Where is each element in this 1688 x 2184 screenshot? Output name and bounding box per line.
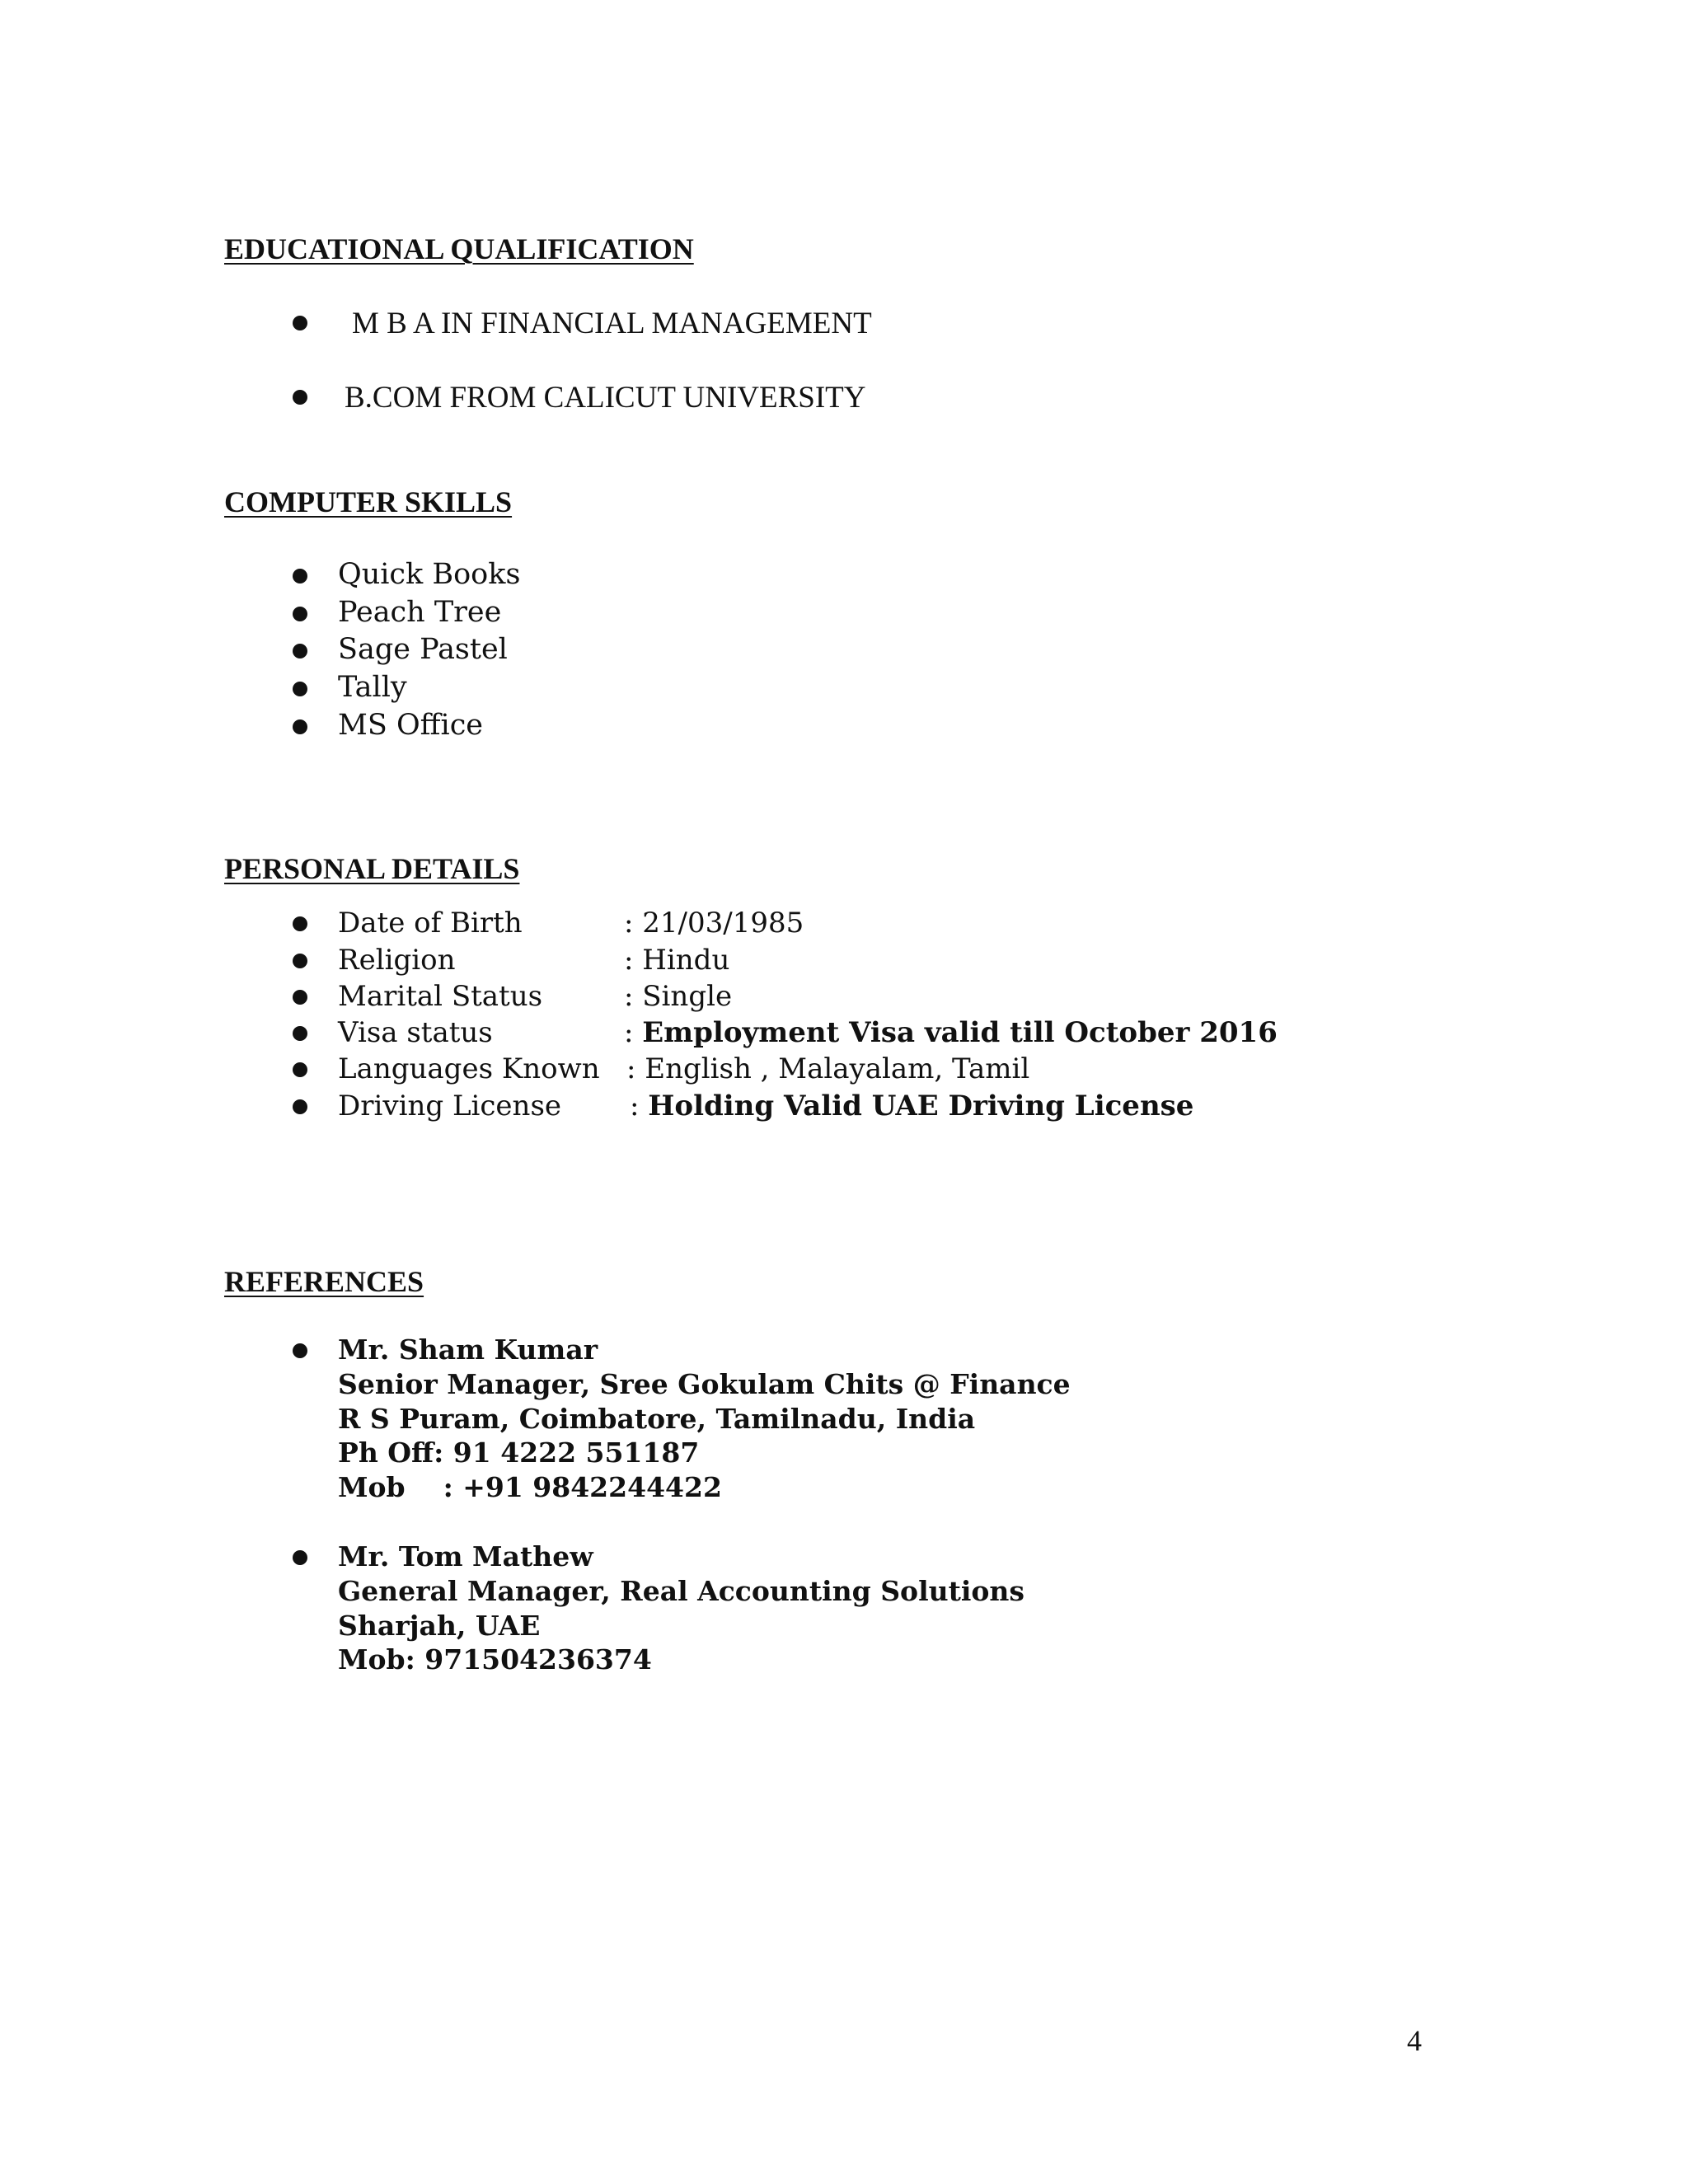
bullet-icon — [293, 682, 307, 696]
detail-value-driving-license — [630, 1092, 1193, 1120]
bullet-icon — [293, 990, 307, 1005]
detail-label-religion: Religion — [338, 944, 456, 977]
reference-line: General Manager, Real Accounting Solutions — [338, 1575, 1025, 1607]
personal-details-heading: PERSONAL DETAILS — [224, 852, 520, 885]
detail-label-visa-status: Visa status — [338, 1016, 493, 1049]
detail-license-text: Holding Valid UAE Driving License — [648, 1090, 1194, 1122]
skill-item: Quick Books — [338, 558, 521, 591]
reference-line: Senior Manager, Sree Gokulam Chits @ Finance — [338, 1368, 1071, 1400]
detail-visa-text: Employment Visa valid till October 2016 — [642, 1016, 1278, 1049]
education-heading: EDUCATIONAL QUALIFICATION — [224, 232, 694, 265]
page-number: 4 — [1407, 2024, 1422, 2057]
bullet-icon — [293, 1099, 307, 1114]
bullet-icon — [293, 1343, 307, 1358]
reference-name: Mr. Tom Mathew — [338, 1540, 593, 1572]
references-heading: REFERENCES — [224, 1265, 424, 1298]
skill-item: Peach Tree — [338, 596, 502, 629]
bullet-icon — [293, 1550, 307, 1565]
education-item: M B A IN FINANCIAL MANAGEMENT — [352, 307, 872, 340]
bullet-icon — [293, 569, 307, 583]
detail-value-languages: : English , Malayalam, Tamil — [626, 1052, 1030, 1085]
reference-line: Ph Off: 91 4222 551187 — [338, 1436, 700, 1469]
detail-colon: : — [624, 1016, 643, 1049]
reference-name: Mr. Sham Kumar — [338, 1333, 598, 1366]
reference-line: Mob: 971504236374 — [338, 1643, 652, 1675]
bullet-icon — [293, 644, 307, 658]
bullet-icon — [293, 954, 307, 968]
bullet-icon — [293, 316, 307, 330]
reference-line: R S Puram, Coimbatore, Tamilnadu, India — [338, 1403, 976, 1435]
detail-value-religion: : Hindu — [624, 944, 730, 977]
detail-label-dob: Date of Birth — [338, 907, 523, 940]
bullet-icon — [293, 390, 307, 405]
detail-value-visa-status — [624, 1016, 1278, 1049]
reference-line: Mob : +91 9842244422 — [338, 1471, 722, 1503]
detail-label-marital-status: Marital Status — [338, 980, 543, 1013]
skill-item: Tally — [338, 671, 407, 704]
skill-item: MS Office — [338, 709, 484, 742]
skill-item: Sage Pastel — [338, 633, 508, 666]
detail-value-dob: : 21/03/1985 — [624, 907, 804, 940]
computer-skills-heading: COMPUTER SKILLS — [224, 485, 513, 518]
bullet-icon — [293, 1026, 307, 1041]
detail-colon: : — [630, 1090, 649, 1122]
bullet-icon — [293, 719, 307, 734]
bullet-icon — [293, 1062, 307, 1077]
detail-label-driving-license: Driving License — [338, 1090, 562, 1122]
bullet-icon — [293, 916, 307, 931]
reference-line: Sharjah, UAE — [338, 1610, 541, 1642]
detail-value-marital-status: : Single — [624, 980, 733, 1013]
detail-label-languages: Languages Known — [338, 1052, 600, 1085]
education-item: B.COM FROM CALICUT UNIVERSITY — [345, 381, 866, 415]
bullet-icon — [293, 607, 307, 621]
